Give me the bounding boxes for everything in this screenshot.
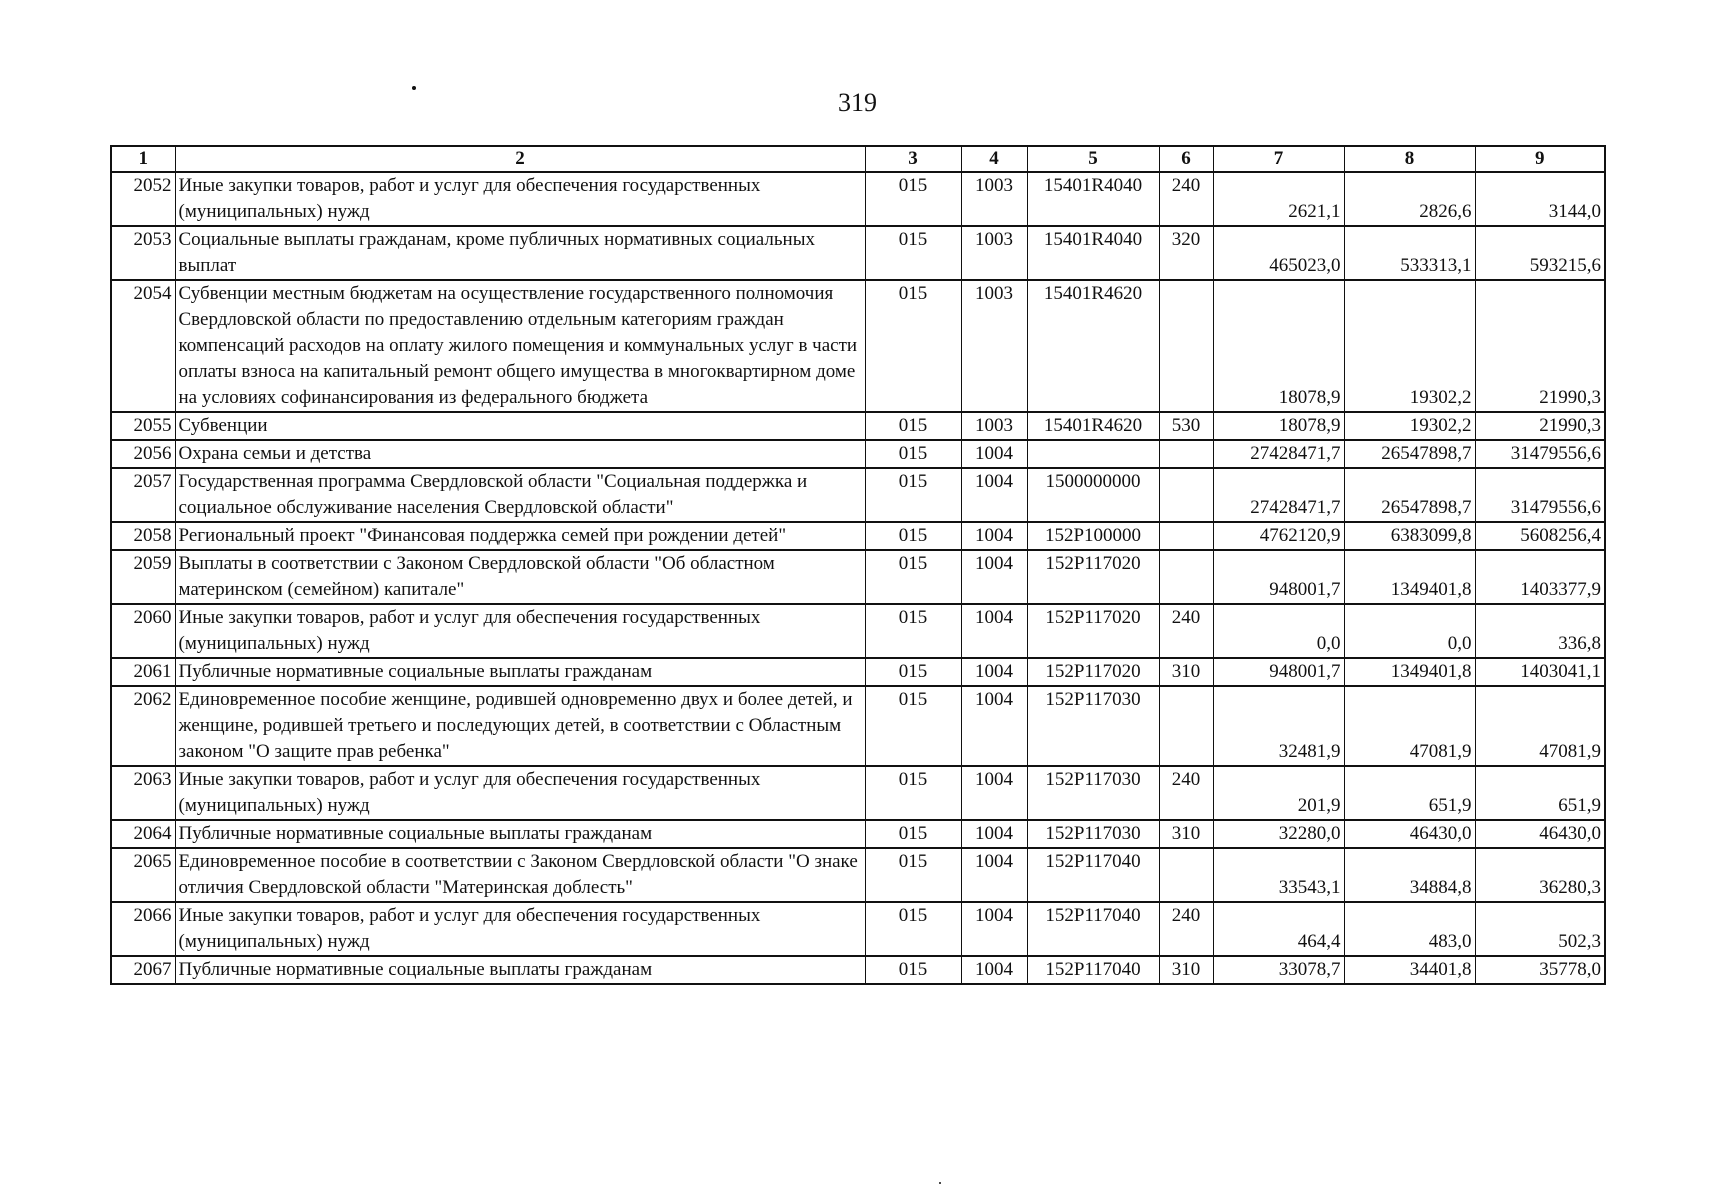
row-amount-col9: 5608256,4 (1475, 522, 1605, 550)
row-ministry-code: 015 (865, 280, 961, 412)
header-col-7: 7 (1213, 146, 1344, 172)
row-ministry-code: 015 (865, 766, 961, 820)
row-description: Охрана семьи и детства (175, 440, 865, 468)
row-target-code: 152P117030 (1027, 766, 1159, 820)
row-expense-type: 240 (1159, 902, 1213, 956)
row-section-code: 1004 (961, 956, 1027, 984)
row-number: 2062 (111, 686, 175, 766)
row-ministry-code: 015 (865, 820, 961, 848)
row-amount-col9: 593215,6 (1475, 226, 1605, 280)
row-section-code: 1004 (961, 522, 1027, 550)
row-section-code: 1004 (961, 550, 1027, 604)
row-section-code: 1003 (961, 172, 1027, 226)
row-amount-col8: 19302,2 (1344, 412, 1475, 440)
header-col-5: 5 (1027, 146, 1159, 172)
row-amount-col7: 465023,0 (1213, 226, 1344, 280)
row-amount-col7: 33078,7 (1213, 956, 1344, 984)
row-target-code: 152P117030 (1027, 686, 1159, 766)
row-amount-col9: 651,9 (1475, 766, 1605, 820)
row-number: 2056 (111, 440, 175, 468)
table-row (111, 412, 1605, 440)
row-amount-col9: 46430,0 (1475, 820, 1605, 848)
row-target-code: 152P117040 (1027, 848, 1159, 902)
row-number: 2060 (111, 604, 175, 658)
row-expense-type (1159, 848, 1213, 902)
row-target-code: 15401R4040 (1027, 226, 1159, 280)
row-section-code: 1004 (961, 766, 1027, 820)
row-amount-col7: 948001,7 (1213, 550, 1344, 604)
row-description: Выплаты в соответствии с Законом Свердловской области "Об областном материнском (семейном) капитале" (175, 550, 865, 604)
row-description: Государственная программа Свердловской области "Социальная поддержка и социальное обслуживание населения Свердловской области" (175, 468, 865, 522)
row-description: Субвенции местным бюджетам на осуществление государственного полномочия Свердловской области по предоставлению отдельным категориям граждан компенсаций расходов на оплату жилого помещения и коммунальных услуг в части оплаты взноса на капитальный ремонт общего имущества в многоквартирном доме на условиях софинансирования из федерального бюджета (175, 280, 865, 412)
row-description: Единовременное пособие в соответствии с Законом Свердловской области "О знаке отличия Свердловской области "Материнская доблесть" (175, 848, 865, 902)
row-number: 2065 (111, 848, 175, 902)
row-ministry-code: 015 (865, 440, 961, 468)
row-amount-col8: 26547898,7 (1344, 468, 1475, 522)
row-amount-col7: 27428471,7 (1213, 440, 1344, 468)
row-number: 2054 (111, 280, 175, 412)
row-amount-col7: 27428471,7 (1213, 468, 1344, 522)
row-expense-type: 310 (1159, 658, 1213, 686)
row-description: Иные закупки товаров, работ и услуг для обеспечения государственных (муниципальных) нужд (175, 766, 865, 820)
row-amount-col9: 3144,0 (1475, 172, 1605, 226)
row-amount-col7: 18078,9 (1213, 280, 1344, 412)
row-amount-col8: 483,0 (1344, 902, 1475, 956)
header-col-1: 1 (111, 146, 175, 172)
row-section-code: 1004 (961, 604, 1027, 658)
row-amount-col8: 533313,1 (1344, 226, 1475, 280)
row-amount-col8: 651,9 (1344, 766, 1475, 820)
row-section-code: 1003 (961, 226, 1027, 280)
row-target-code: 152P117020 (1027, 550, 1159, 604)
scan-speck (939, 1182, 941, 1184)
header-col-8: 8 (1344, 146, 1475, 172)
row-amount-col9: 1403041,1 (1475, 658, 1605, 686)
row-number: 2057 (111, 468, 175, 522)
row-amount-col9: 502,3 (1475, 902, 1605, 956)
budget-table (110, 145, 1606, 985)
row-ministry-code: 015 (865, 902, 961, 956)
row-amount-col9: 36280,3 (1475, 848, 1605, 902)
row-expense-type (1159, 522, 1213, 550)
row-expense-type (1159, 468, 1213, 522)
row-ministry-code: 015 (865, 550, 961, 604)
row-amount-col9: 31479556,6 (1475, 440, 1605, 468)
row-amount-col9: 31479556,6 (1475, 468, 1605, 522)
row-description: Иные закупки товаров, работ и услуг для обеспечения государственных (муниципальных) нужд (175, 172, 865, 226)
table-row (111, 848, 1605, 902)
row-target-code: 152P117020 (1027, 604, 1159, 658)
row-description: Единовременное пособие женщине, родившей одновременно двух и более детей, и женщине, родившей третьего и последующих детей, в соответствии с Областным законом "О защите прав ребенка" (175, 686, 865, 766)
header-col-6: 6 (1159, 146, 1213, 172)
row-amount-col8: 19302,2 (1344, 280, 1475, 412)
row-amount-col8: 0,0 (1344, 604, 1475, 658)
row-description: Публичные нормативные социальные выплаты гражданам (175, 820, 865, 848)
row-target-code: 15401R4040 (1027, 172, 1159, 226)
row-number: 2063 (111, 766, 175, 820)
row-target-code: 15401R4620 (1027, 412, 1159, 440)
row-expense-type: 310 (1159, 820, 1213, 848)
row-amount-col7: 18078,9 (1213, 412, 1344, 440)
row-amount-col9: 21990,3 (1475, 412, 1605, 440)
row-ministry-code: 015 (865, 172, 961, 226)
table-row (111, 956, 1605, 984)
row-expense-type: 240 (1159, 604, 1213, 658)
row-amount-col8: 2826,6 (1344, 172, 1475, 226)
row-amount-col7: 948001,7 (1213, 658, 1344, 686)
row-number: 2061 (111, 658, 175, 686)
row-amount-col9: 21990,3 (1475, 280, 1605, 412)
row-section-code: 1004 (961, 848, 1027, 902)
row-amount-col8: 34884,8 (1344, 848, 1475, 902)
header-col-2: 2 (175, 146, 865, 172)
row-target-code: 152P117020 (1027, 658, 1159, 686)
row-expense-type (1159, 440, 1213, 468)
row-expense-type (1159, 686, 1213, 766)
row-ministry-code: 015 (865, 956, 961, 984)
row-amount-col9: 1403377,9 (1475, 550, 1605, 604)
row-section-code: 1003 (961, 412, 1027, 440)
header-row (111, 146, 1605, 172)
table-row (111, 658, 1605, 686)
row-number: 2053 (111, 226, 175, 280)
row-number: 2059 (111, 550, 175, 604)
table-body (111, 172, 1605, 984)
row-description: Публичные нормативные социальные выплаты гражданам (175, 658, 865, 686)
row-amount-col8: 46430,0 (1344, 820, 1475, 848)
row-description: Иные закупки товаров, работ и услуг для обеспечения государственных (муниципальных) нужд (175, 604, 865, 658)
row-expense-type: 240 (1159, 172, 1213, 226)
row-amount-col9: 336,8 (1475, 604, 1605, 658)
row-ministry-code: 015 (865, 604, 961, 658)
row-section-code: 1004 (961, 440, 1027, 468)
row-expense-type: 320 (1159, 226, 1213, 280)
row-expense-type: 530 (1159, 412, 1213, 440)
table-row (111, 902, 1605, 956)
row-section-code: 1003 (961, 280, 1027, 412)
row-section-code: 1004 (961, 686, 1027, 766)
table-row (111, 766, 1605, 820)
table-row (111, 820, 1605, 848)
row-amount-col7: 0,0 (1213, 604, 1344, 658)
row-amount-col8: 34401,8 (1344, 956, 1475, 984)
row-ministry-code: 015 (865, 226, 961, 280)
table-row (111, 550, 1605, 604)
page-number: 319 (838, 88, 877, 117)
row-amount-col7: 464,4 (1213, 902, 1344, 956)
row-section-code: 1004 (961, 820, 1027, 848)
row-description: Региональный проект "Финансовая поддержка семей при рождении детей" (175, 522, 865, 550)
table-row (111, 440, 1605, 468)
row-number: 2055 (111, 412, 175, 440)
row-expense-type: 310 (1159, 956, 1213, 984)
row-number: 2058 (111, 522, 175, 550)
row-ministry-code: 015 (865, 848, 961, 902)
row-expense-type (1159, 550, 1213, 604)
header-col-4: 4 (961, 146, 1027, 172)
row-amount-col7: 2621,1 (1213, 172, 1344, 226)
row-target-code (1027, 440, 1159, 468)
header-col-9: 9 (1475, 146, 1605, 172)
row-target-code: 152P117040 (1027, 956, 1159, 984)
table-row (111, 280, 1605, 412)
row-target-code: 15401R4620 (1027, 280, 1159, 412)
row-ministry-code: 015 (865, 522, 961, 550)
row-section-code: 1004 (961, 468, 1027, 522)
row-ministry-code: 015 (865, 658, 961, 686)
row-expense-type: 240 (1159, 766, 1213, 820)
row-target-code: 1500000000 (1027, 468, 1159, 522)
row-amount-col7: 4762120,9 (1213, 522, 1344, 550)
row-amount-col8: 6383099,8 (1344, 522, 1475, 550)
table-row (111, 468, 1605, 522)
row-target-code: 152P117040 (1027, 902, 1159, 956)
row-number: 2066 (111, 902, 175, 956)
row-amount-col7: 201,9 (1213, 766, 1344, 820)
row-section-code: 1004 (961, 902, 1027, 956)
table-row (111, 226, 1605, 280)
row-amount-col9: 47081,9 (1475, 686, 1605, 766)
row-amount-col8: 26547898,7 (1344, 440, 1475, 468)
row-target-code: 152P117030 (1027, 820, 1159, 848)
row-description: Публичные нормативные социальные выплаты гражданам (175, 956, 865, 984)
row-ministry-code: 015 (865, 412, 961, 440)
row-amount-col8: 1349401,8 (1344, 550, 1475, 604)
row-number: 2064 (111, 820, 175, 848)
row-number: 2067 (111, 956, 175, 984)
row-amount-col8: 1349401,8 (1344, 658, 1475, 686)
row-section-code: 1004 (961, 658, 1027, 686)
row-amount-col9: 35778,0 (1475, 956, 1605, 984)
row-amount-col7: 32280,0 (1213, 820, 1344, 848)
row-expense-type (1159, 280, 1213, 412)
row-number: 2052 (111, 172, 175, 226)
table-row (111, 522, 1605, 550)
row-description: Социальные выплаты гражданам, кроме публичных нормативных социальных выплат (175, 226, 865, 280)
row-ministry-code: 015 (865, 468, 961, 522)
table-row (111, 686, 1605, 766)
row-target-code: 152P100000 (1027, 522, 1159, 550)
row-amount-col7: 32481,9 (1213, 686, 1344, 766)
row-description: Субвенции (175, 412, 865, 440)
row-amount-col7: 33543,1 (1213, 848, 1344, 902)
header-col-3: 3 (865, 146, 961, 172)
row-ministry-code: 015 (865, 686, 961, 766)
table-row (111, 604, 1605, 658)
row-description: Иные закупки товаров, работ и услуг для обеспечения государственных (муниципальных) нужд (175, 902, 865, 956)
row-amount-col8: 47081,9 (1344, 686, 1475, 766)
table-row (111, 172, 1605, 226)
